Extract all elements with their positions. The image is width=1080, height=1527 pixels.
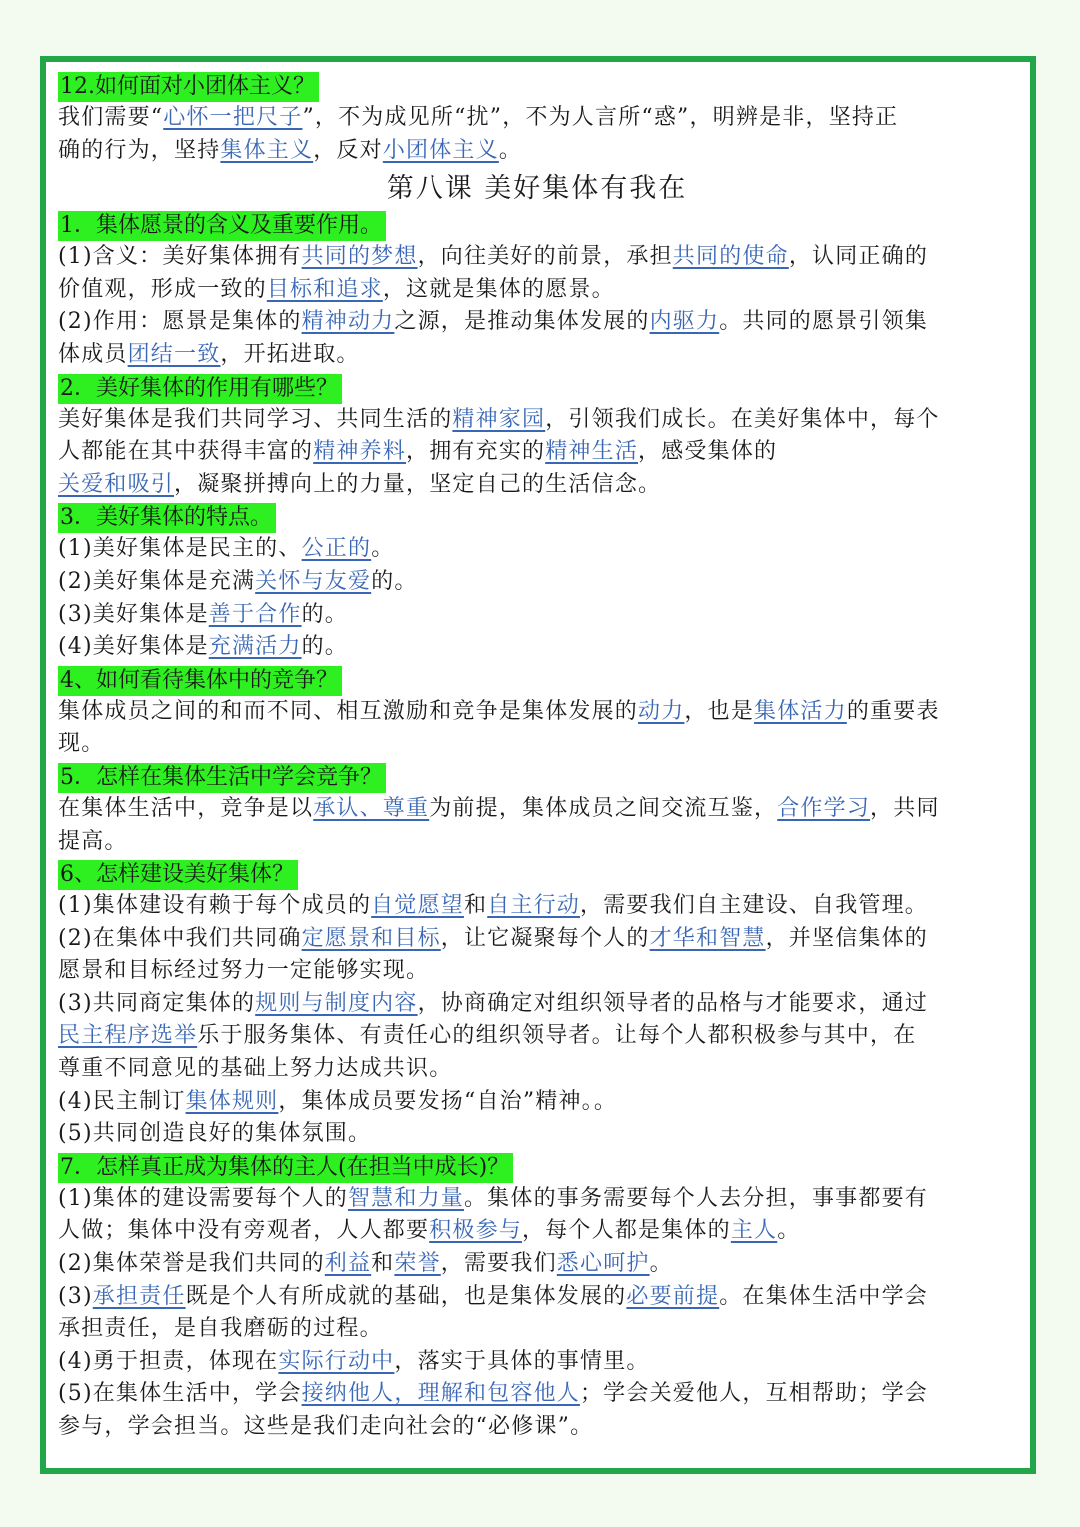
lesson-title: 第八课 美好集体有我在	[386, 173, 688, 205]
section-7-heading: 7．怎样真正成为集体的主人(在担当中成长)？	[58, 1153, 513, 1183]
s7-line-5: 承担责任，是自我磨砺的过程。	[58, 1316, 383, 1342]
key-term: 集体规则	[185, 1088, 279, 1114]
key-term: 精神动力	[301, 309, 395, 335]
worksheet-page	[40, 56, 1036, 1474]
question-12-heading: 12.如何面对小团体主义？	[58, 72, 319, 102]
key-term: 公正的	[301, 536, 372, 562]
s4-line-2: 现。	[58, 731, 105, 757]
s6-line-7: (4)民主制订集体规则，集体成员要发扬“自治”精神。。	[58, 1088, 618, 1114]
s1-line-2: 价值观，形成一致的目标和追求，这就是集体的愿景。	[58, 276, 615, 302]
key-term: 实际行动中	[278, 1348, 395, 1374]
key-term: 共同的使命	[672, 244, 789, 270]
s7-line-8: 参与，学会担当。这些是我们走向社会的“必修课”。	[58, 1414, 594, 1439]
key-term: 自主行动	[487, 893, 580, 919]
key-term: 目标和追求	[266, 276, 383, 302]
section-3-heading: 3．美好集体的特点。	[58, 503, 276, 533]
s3-line-2: (2)美好集体是充满关怀与友爱的。	[58, 568, 418, 594]
s6-line-1: (1)集体建设有赖于每个成员的自觉愿望和自主行动，需要我们自主建设、自我管理。	[58, 893, 929, 919]
s6-line-6: 尊重不同意见的基础上努力达成共识。	[58, 1056, 453, 1082]
q12-line-2: 确的行为，坚持集体主义，反对小团体主义。	[58, 137, 523, 163]
key-term: 民主程序选举	[58, 1023, 198, 1049]
key-term: 荣誉	[394, 1251, 441, 1277]
key-term: 心怀一把尺子	[163, 105, 303, 130]
s7-line-1: (1)集体的建设需要每个人的智慧和力量。集体的事务需要每个人去分担，事事都要有	[58, 1185, 928, 1211]
s2-line-3: 关爱和吸引，凝聚拼搏向上的力量，坚定自己的生活信念。	[58, 471, 662, 497]
s6-line-8: (5)共同创造良好的集体氛围。	[58, 1121, 372, 1147]
section-6-heading: 6、怎样建设美好集体？	[58, 860, 298, 890]
s6-line-5: 民主程序选举乐于服务集体、有责任心的组织领导者。让每个人都积极参与其中，在	[58, 1023, 917, 1049]
s3-line-1: (1)美好集体是民主的、公正的。	[58, 536, 395, 562]
key-term: 共同的梦想	[301, 244, 418, 270]
s1-line-3: (2)作用：愿景是集体的精神动力之源，是推动集体发展的内驱力。共同的愿景引领集	[58, 309, 929, 335]
s6-line-4: (3)共同商定集体的规则与制度内容，协商确定对组织领导者的品格与才能要求，通过	[58, 990, 928, 1016]
section-1-heading: 1．集体愿景的含义及重要作用。	[58, 211, 386, 241]
key-term: 精神家园	[452, 406, 546, 432]
key-term: 充满活力	[208, 634, 302, 660]
s5-line-2: 提高。	[58, 828, 128, 854]
s3-line-4: (4)美好集体是充满活力的。	[58, 634, 348, 660]
s7-line-6: (4)勇于担责，体现在实际行动中，落实于具体的事情里。	[58, 1348, 650, 1374]
key-term: 接纳他人，理解和包容他人	[301, 1381, 580, 1407]
key-term: 精神生活	[545, 439, 639, 465]
s1-line-1: (1)含义：美好集体拥有共同的梦想，向往美好的前景，承担共同的使命，认同正确的	[58, 244, 929, 270]
key-term: 内驱力	[649, 309, 720, 335]
key-term: 善于合作	[208, 601, 302, 627]
key-term: 小团体主义	[382, 137, 499, 163]
key-term: 利益	[324, 1251, 372, 1277]
s6-line-3: 愿景和目标经过努力一定能够实现。	[58, 958, 430, 984]
key-term: 关爱和吸引	[58, 471, 175, 497]
key-term: 承担责任	[92, 1283, 186, 1309]
key-term: 精神养料	[313, 439, 407, 465]
key-term: 智慧和力量	[347, 1185, 464, 1211]
key-term: 动力	[638, 698, 685, 724]
s1-line-4: 体成员团结一致，开拓进取。	[58, 341, 360, 367]
key-term: 合作学习	[777, 795, 871, 821]
key-term: 集体主义	[220, 137, 314, 163]
key-term: 主人	[730, 1218, 778, 1244]
key-term: 定愿景和目标	[301, 925, 441, 951]
section-4-heading: 4、如何看待集体中的竞争？	[58, 666, 342, 696]
key-term: 团结一致	[127, 341, 221, 367]
s7-line-4: (3)承担责任既是个人有所成就的基础，也是集体发展的必要前提。在集体生活中学会	[58, 1283, 929, 1309]
key-term: 承认、尊重	[313, 795, 430, 821]
key-term: 规则与制度内容	[255, 990, 418, 1016]
s2-line-2: 人都能在其中获得丰富的精神养料，拥有充实的精神生活，感受集体的	[58, 439, 778, 465]
key-term: 关怀与友爱	[255, 568, 372, 594]
s7-line-2: 人做；集体中没有旁观者，人人都要积极参与，每个人都是集体的主人。	[58, 1218, 801, 1244]
key-term: 悉心呵护	[556, 1251, 650, 1277]
s6-line-2: (2)在集体中我们共同确定愿景和目标，让它凝聚每个人的才华和智慧，并坚信集体的	[58, 925, 929, 951]
s4-line-1: 集体成员之间的和而不同、相互激励和竞争是集体发展的动力，也是集体活力的重要表	[58, 698, 940, 724]
s7-line-7: (5)在集体生活中，学会接纳他人，理解和包容他人；学会关爱他人，互相帮助；学会	[58, 1381, 928, 1407]
s5-line-1: 在集体生活中，竞争是以承认、尊重为前提，集体成员之间交流互鉴，合作学习，共同	[58, 795, 940, 821]
key-term: 必要前提	[626, 1283, 720, 1309]
section-5-heading: 5．怎样在集体生活中学会竞争？	[58, 763, 386, 793]
key-term: 才华和智慧	[649, 925, 766, 951]
q12-line-1: 我们需要“心怀一把尺子”，不为成见所“扰”，不为人言所“惑”，明辨是非，坚持正	[58, 105, 899, 130]
key-term: 自觉愿望	[371, 893, 464, 919]
section-2-heading: 2．美好集体的作用有哪些？	[58, 374, 342, 404]
key-term: 积极参与	[429, 1218, 523, 1244]
s3-line-3: (3)美好集体是善于合作的。	[58, 601, 348, 627]
s7-line-3: (2)集体荣誉是我们共同的利益和荣誉，需要我们悉心呵护。	[58, 1251, 673, 1277]
key-term: 集体活力	[754, 698, 847, 724]
s2-line-1: 美好集体是我们共同学习、共同生活的精神家园，引领我们成长。在美好集体中，每个	[58, 406, 940, 432]
